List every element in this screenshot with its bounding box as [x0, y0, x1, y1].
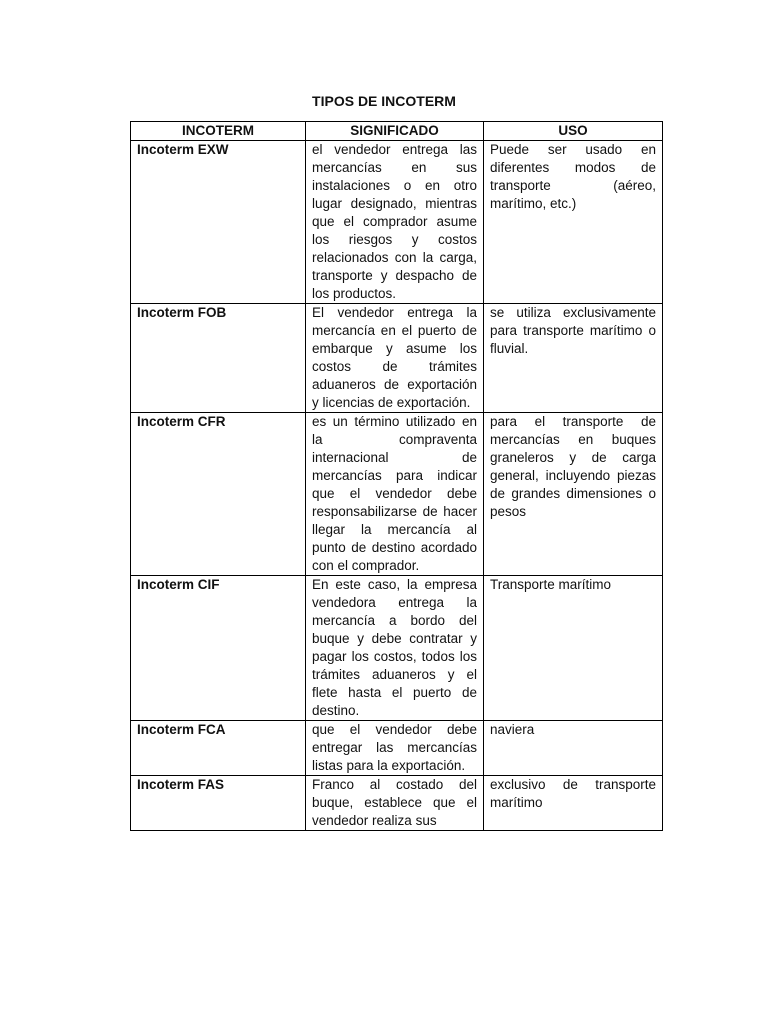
table-row: [131, 776, 663, 831]
incoterm-name-cell: Incoterm CIF: [131, 576, 306, 721]
incoterm-name-cell: [131, 776, 306, 831]
table-row: [131, 576, 663, 721]
meaning-cell: el vendedor entrega las mercancías en sus instalaciones o en otro lugar designado, mientras que el comprador asume los riesgos y costos relacionados con la carga, transporte y despacho de los productos.: [306, 141, 484, 304]
use-cell: naviera: [484, 721, 663, 776]
header-incoterm: INCOTERM: [131, 122, 306, 141]
header-uso: USO: [484, 122, 663, 141]
meaning-cell: que el vendedor debe entregar las mercancías listas para la exportación.: [306, 721, 484, 776]
meaning-cell: El vendedor entrega la mercancía en el puerto de embarque y asume los costos de trámites aduaneros de exportación y licencias de exportación.: [306, 304, 484, 413]
incoterm-name-cell: Incoterm EXW: [131, 141, 306, 304]
use-cell: para el transporte de mercancías en buques graneleros y de carga general, incluyendo piezas de grandes dimensiones o pesos: [484, 413, 663, 576]
use-cell: Puede ser usado en diferentes modos de transporte (aéreo, marítimo, etc.): [484, 141, 663, 304]
use-text: exclusivo de transporte marítimo: [490, 777, 656, 810]
use-cell: [484, 776, 663, 831]
use-cell: Transporte marítimo: [484, 576, 663, 721]
header-significado: SIGNIFICADO: [306, 122, 484, 141]
meaning-cell: [306, 776, 484, 831]
table-row: [131, 141, 663, 304]
meaning-text: Franco al costado del buque, establece que el vendedor realiza sus: [312, 777, 477, 828]
meaning-cell: es un término utilizado en la compraventa internacional de mercancías para indicar que el vendedor debe responsabilizarse de hacer llegar la mercancía al punto de destino acordado con el comprador.: [306, 413, 484, 576]
table-row: [131, 304, 663, 413]
incoterm-name-text: Incoterm FAS: [137, 777, 225, 792]
page-title: TIPOS DE INCOTERM: [312, 93, 456, 109]
incoterm-name-cell: Incoterm FOB: [131, 304, 306, 413]
meaning-cell: En este caso, la empresa vendedora entrega la mercancía a bordo del buque y debe contratar y pagar los costos, todos los trámites aduaneros y el flete hasta el puerto de destino.: [306, 576, 484, 721]
incoterm-name-cell: Incoterm FCA: [131, 721, 306, 776]
incoterm-name-cell: Incoterm CFR: [131, 413, 306, 576]
table-header-row: [131, 122, 663, 141]
table-row: [131, 413, 663, 576]
use-cell: se utiliza exclusivamente para transporte marítimo o fluvial.: [484, 304, 663, 413]
table-row: [131, 721, 663, 776]
incoterm-table: [130, 121, 663, 831]
